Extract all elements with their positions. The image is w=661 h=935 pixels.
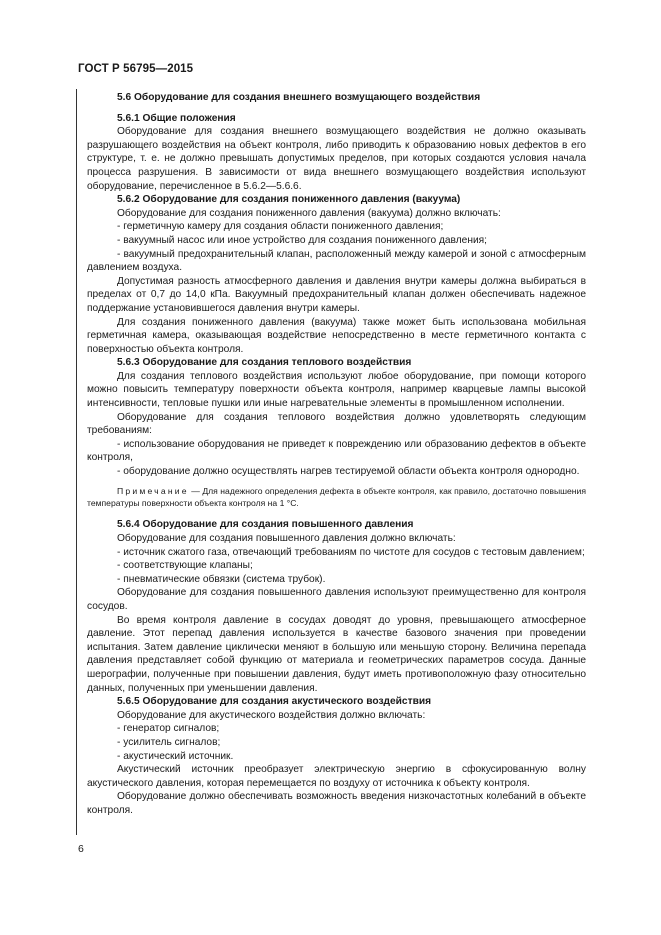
- list-item: - генератор сигналов;: [117, 723, 220, 735]
- list-item: - соответствующие клапаны;: [117, 560, 253, 572]
- change-bar: [76, 89, 77, 835]
- document-body: [87, 91, 586, 818]
- paragraph: Оборудование для создания пониженного давления (вакуума) должно включать:: [117, 207, 501, 219]
- list-item: - герметичную камеру для создания области пониженного давления;: [117, 221, 444, 233]
- paragraph: Оборудование для создания повышенного давления используют преимущественно для контроля сосудов.: [87, 587, 586, 612]
- subsection-title-5-6-4: 5.6.4 Оборудование для создания повышенного давления: [117, 519, 414, 531]
- list-item: - источник сжатого газа, отвечающий требованиям по чистоте для сосудов с тестовым давлением;: [117, 546, 585, 558]
- subsection-title-5-6-3: 5.6.3 Оборудование для создания теплового воздействия: [117, 357, 412, 369]
- page-number: 6: [78, 843, 84, 855]
- list-item: - вакуумный насос или иное устройство для создания пониженного давления;: [117, 234, 488, 246]
- paragraph: Оборудование для акустического воздействия должно включать:: [117, 709, 426, 721]
- list-item: - вакуумный предохранительный клапан, расположенный между камерой и зоной с атмосферным давлением воздуха.: [87, 248, 586, 274]
- paragraph: Оборудование для создания теплового воздействия должно удовлетворять следующим требованиям:: [87, 411, 586, 437]
- note: [87, 485, 586, 510]
- paragraph: Оборудование для создания повышенного давления должно включать:: [117, 533, 456, 545]
- list-item: - оборудование должно осуществлять нагрев тестируемой области объекта контроля однородно.: [117, 466, 580, 478]
- paragraph: Для создания теплового воздействия используют любое оборудование, при помощи которого можно повысить температуру поверхности объекта контроля, например кварцевые лампы высокой интенсивности, тепловые пушки или иные нагревательные элементы в промышленном исполнении.: [87, 370, 586, 410]
- paragraph: Акустический источник преобразует электрическую энергию в сфокусированную волну акустического давления, которая перемещается по воздуху от источника к объекту контроля.: [87, 764, 586, 789]
- list-item: - усилитель сигналов;: [117, 736, 221, 748]
- note-label: Примечание: [117, 485, 189, 496]
- section-title: 5.6 Оборудование для создания внешнего возмущающего воздействия: [117, 92, 481, 103]
- list-item: - акустический источник.: [117, 750, 234, 762]
- standard-code-header: ГОСТ Р 56795—2015: [78, 63, 194, 75]
- list-item: - пневматические обвязки (система трубок).: [117, 573, 326, 585]
- paragraph: Во время контроля давление в сосудах доводят до уровня, превышающего атмосферное давление. Этот перепад давления используется в качестве базового значения при проведении испытания. Затем давление циклически меняют в большую или меньшую сторону. Величина перепада давления представляет собой функцию от материала и геометрических параметров сосуда. Данные шерографии, полученные при повышении давления, будут иметь противоположную фазу относительно данных, полученных при уменьшении давления.: [87, 614, 586, 694]
- paragraph: Допустимая разность атмосферного давления и давления внутри камеры должна выбираться в пределах от 0,7 до 14,0 кПа. Вакуумный предохранительный клапан должен обеспечивать надежное поддержание установившегося давления внутри камеры.: [87, 275, 586, 314]
- paragraph: Оборудование для создания внешнего возмущающего воздействия не должно оказывать разрушающего воздействия на объект контроля, либо приводить к образованию новых дефектов в его структуре, т. е. не должно превышать допустимых пределов, при которых создаются условия начала процесса разрушения. В зависимости от вида внешнего возмущающего воздействия используют оборудование, перечисленное в 5.6.2—5.6.6.: [87, 126, 586, 192]
- subsection-title-5-6-5: 5.6.5 Оборудование для создания акустического воздействия: [117, 696, 432, 708]
- subsection-title-5-6-1: 5.6.1 Общие положения: [117, 112, 236, 124]
- paragraph: Для создания пониженного давления (вакуума) также может быть использована мобильная герметичная камера, оказывающая воздействие непосредственно в месте герметичного контакта с поверхностью объекта контроля.: [87, 316, 586, 355]
- list-item: - использование оборудования не приведет к повреждению или образованию дефектов в объекте контроля,: [87, 438, 586, 464]
- note-text: — Для надежного определения дефекта в объекте контроля, как правило, достаточно повышения температуры поверхности объекта контроля на 1 °С.: [87, 485, 586, 509]
- paragraph: Оборудование должно обеспечивать возможность введения низкочастотных колебаний в объекте контроля.: [87, 791, 586, 816]
- subsection-title-5-6-2: 5.6.2 Оборудование для создания пониженного давления (вакуума): [117, 194, 461, 206]
